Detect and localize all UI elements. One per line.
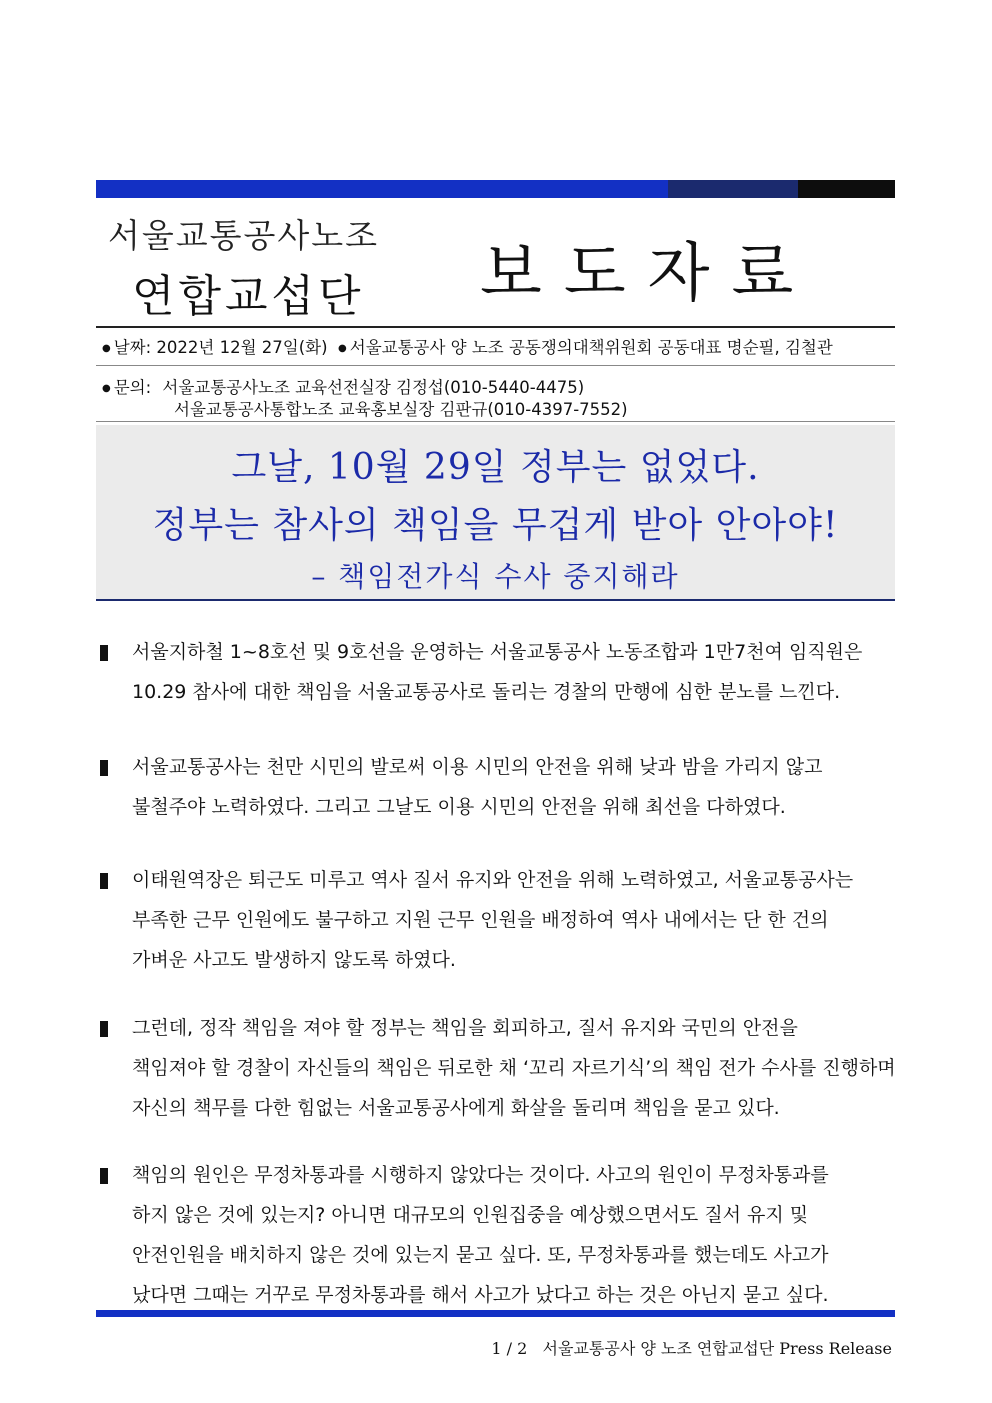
page-total: 2 <box>517 1339 528 1358</box>
contact-1: 서울교통공사노조 교육선전실장 김정섭(010-5440-4475) <box>162 378 585 397</box>
paragraph-line: 자신의 책무를 다한 힘없는 서울교통공사에게 화살을 돌리며 책임을 묻고 있다. <box>132 1097 780 1119</box>
paragraph-line: 안전인원을 배치하지 않은 것에 있는지 묻고 싶다. 또, 무정차통과를 했는데도 사고가 <box>132 1244 829 1266</box>
paragraph-line: 서울교통공사는 천만 시민의 발로써 이용 시민의 안전을 위해 낮과 밤을 가리지 않고 <box>132 756 823 778</box>
footer-bar <box>96 1310 895 1317</box>
paragraph-4 <box>100 1008 900 1128</box>
footer-label: 서울교통공사 양 노조 연합교섭단 Press Release <box>542 1339 892 1358</box>
page-footer <box>491 1336 892 1359</box>
paragraph-line: 가벼운 사고도 발생하지 않도록 하였다. <box>132 949 456 971</box>
page-current: 1 <box>491 1339 502 1358</box>
paragraph-line: 책임의 원인은 무정차통과를 시행하지 않았다는 것이다. 사고의 원인이 무정차통과를 <box>132 1164 829 1186</box>
org-name-line1: 서울교통공사노조 <box>108 216 380 255</box>
issuer: 서울교통공사 양 노조 공동쟁의대책위원회 공동대표 명순필, 김철관 <box>349 338 833 357</box>
date-issuer-line <box>102 334 833 358</box>
headline-subtitle: – 책임전가식 수사 중지해라 <box>311 560 680 593</box>
date-value: 2022년 12월 27일(화) <box>156 338 328 357</box>
paragraph-line: 부족한 근무 인원에도 불구하고 지원 근무 인원을 배정하여 역사 내에서는 단 한 건의 <box>132 909 829 931</box>
bullet-icon: ● <box>102 343 111 354</box>
contact-label: 문의: <box>113 378 152 397</box>
paragraph-line: 그런데, 정작 책임을 져야 할 정부는 책임을 회피하고, 질서 유지와 국민의 안전을 <box>132 1017 798 1039</box>
paragraph-5 <box>100 1155 900 1315</box>
paragraph-line: 하지 않은 것에 있는지? 아니면 대규모의 인원집중을 예상했으면서도 질서 유지 및 <box>132 1204 809 1226</box>
square-bullet-icon <box>100 645 108 661</box>
org-name-line2: 연합교섭단 <box>132 271 365 322</box>
contact-line2 <box>174 396 628 420</box>
square-bullet-icon <box>100 760 108 776</box>
divider <box>96 365 895 366</box>
paragraph-line: 10.29 참사에 대한 책임을 서울교통공사로 돌리는 경찰의 만행에 심한 분노를 느낀다. <box>132 681 841 703</box>
header-bar-navy <box>668 180 798 198</box>
paragraph-line: 이태원역장은 퇴근도 미루고 역사 질서 유지와 안전을 위해 노력하였고, 서울교통공사는 <box>132 869 854 891</box>
paragraph-line: 서울지하철 1~8호선 및 9호선을 운영하는 서울교통공사 노동조합과 1만7천여 임직원은 <box>132 641 863 663</box>
date-label: 날짜: <box>113 338 152 357</box>
square-bullet-icon <box>100 1021 108 1037</box>
paragraph-1 <box>100 632 900 712</box>
paragraph-2 <box>100 747 900 827</box>
bullet-icon: ● <box>102 383 111 394</box>
paragraph-line: 났다면 그때는 거꾸로 무정차통과를 해서 사고가 났다고 하는 것은 아닌지 묻고 싶다. <box>132 1284 829 1306</box>
square-bullet-icon <box>100 1168 108 1184</box>
square-bullet-icon <box>100 873 108 889</box>
paragraph-3 <box>100 860 900 980</box>
contact-2: 서울교통공사통합노조 교육홍보실장 김판규(010-4397-7552) <box>174 400 628 419</box>
page-separator: / <box>506 1339 512 1358</box>
headline-box <box>96 425 895 601</box>
press-release-title: 보도자료 <box>480 237 816 311</box>
contact-line1 <box>102 374 584 398</box>
bullet-icon: ● <box>338 343 347 354</box>
headline-line2: 정부는 참사의 책임을 무겁게 받아 안아야! <box>152 505 839 546</box>
headline-line1: 그날, 10월 29일 정부는 없었다. <box>231 447 760 488</box>
divider <box>96 421 895 422</box>
paragraph-line: 책임져야 할 경찰이 자신들의 책임은 뒤로한 채 ‘꼬리 자르기식’의 책임 전가 수사를 진행하며 <box>132 1057 896 1079</box>
paragraph-line: 불철주야 노력하였다. 그리고 그날도 이용 시민의 안전을 위해 최선을 다하였다. <box>132 796 786 818</box>
header-bar-blue <box>96 180 668 198</box>
header-color-bar <box>96 180 895 198</box>
header-bar-black <box>798 180 895 198</box>
divider <box>96 326 895 328</box>
